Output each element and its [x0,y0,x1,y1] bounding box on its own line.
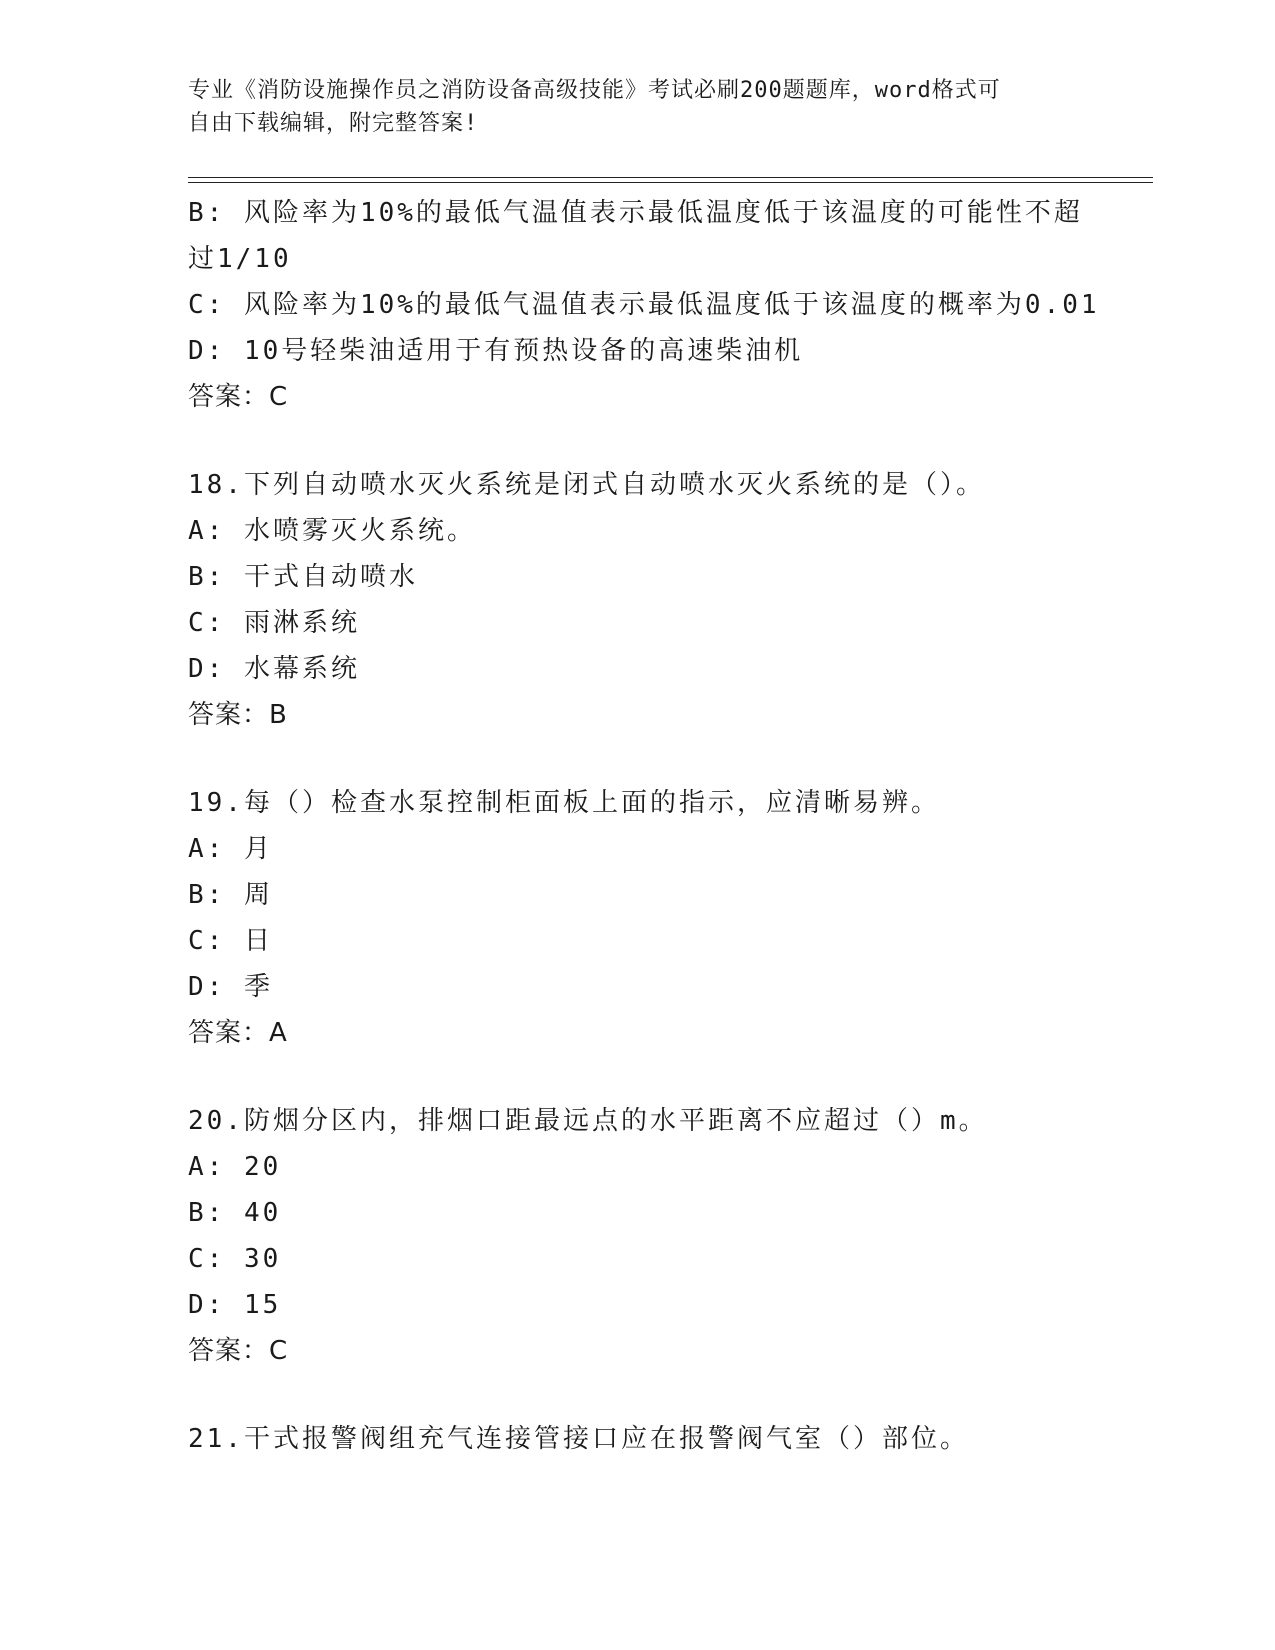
option-b: B: 干式自动喷水 [188,562,418,592]
question-19 [188,780,1088,1056]
header-divider-bottom [188,182,1153,183]
spacer [188,420,1088,462]
option-b: B: 40 [188,1198,282,1228]
option-d: D: 10号轻柴油适用于有预热设备的高速柴油机 [188,336,804,366]
option-d: D: 季 [188,972,273,1002]
header-line-2: 自由下载编辑，附完整答案! [188,111,479,136]
option-c: C: 风险率为10%的最低气温值表示最低温度低于该温度的概率为0.01 [188,290,1100,320]
question-list [188,190,1100,1462]
option-b-line-2: 过1/10 [188,244,292,274]
option-a: A: 20 [188,1152,282,1182]
option-b: B: 周 [188,880,273,910]
option-d: D: 水幕系统 [188,654,360,684]
option-a: A: 月 [188,834,273,864]
option-c: C: 日 [188,926,273,956]
answer: 答案：C [188,382,289,412]
question-text: 18.下列自动喷水灭火系统是闭式自动喷水灭火系统的是（）。 [188,470,985,500]
question-17 [188,190,1100,420]
spacer [188,1056,1088,1098]
question-text: 20.防烟分区内，排烟口距最远点的水平距离不应超过（）m。 [188,1106,988,1136]
question-20 [188,1098,1088,1374]
answer: 答案：C [188,1336,289,1366]
question-18 [188,462,1088,738]
option-b-line-1: B: 风险率为10%的最低气温值表示最低温度低于该温度的可能性不超 [188,198,1083,228]
option-d: D: 15 [188,1290,282,1320]
spacer [188,1374,1088,1416]
answer: 答案：A [188,1018,288,1048]
question-text: 19.每（）检查水泵控制柜面板上面的指示，应清晰易辨。 [188,788,940,818]
spacer [188,738,1088,780]
option-a: A: 水喷雾灭火系统。 [188,516,476,546]
answer: 答案：B [188,700,288,730]
option-c: C: 雨淋系统 [188,608,360,638]
header-line-1: 专业《消防设施操作员之消防设备高级技能》考试必刷200题题库，word格式可 [188,78,1001,103]
header-divider-top [188,177,1153,178]
question-text: 21.干式报警阀组充气连接管接口应在报警阀气室（）部位。 [188,1424,969,1454]
document-header [188,74,1068,140]
option-c: C: 30 [188,1244,282,1274]
question-21 [188,1416,1088,1462]
